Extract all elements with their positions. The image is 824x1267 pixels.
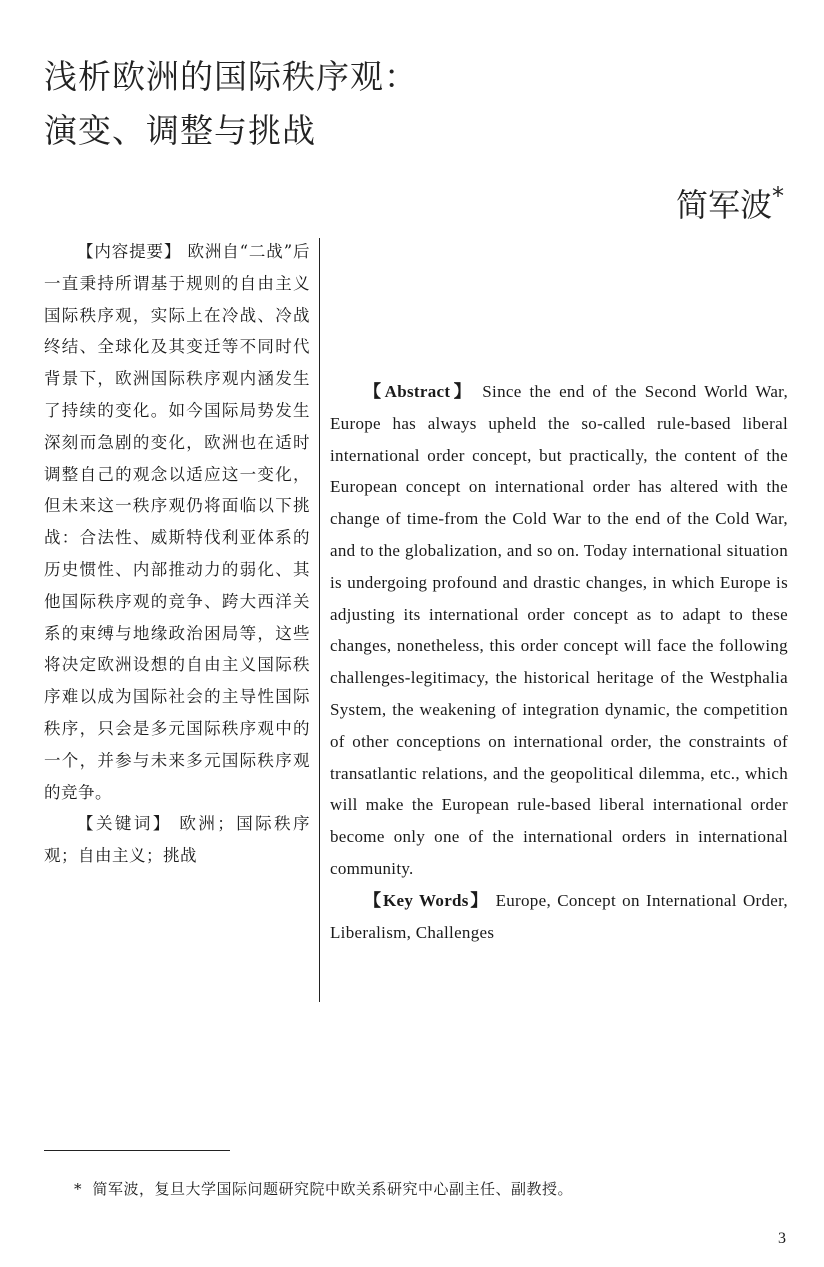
chinese-keywords [44, 808, 310, 872]
page-title [44, 50, 418, 158]
author-name: 简军波 [675, 186, 772, 224]
english-abstract [330, 376, 788, 885]
chinese-abstract-label: 【内容提要】 [77, 242, 182, 261]
chinese-keywords-label: 【关键词】 [77, 814, 172, 834]
page-number: 3 [778, 1230, 786, 1247]
english-keywords [330, 885, 788, 949]
chinese-abstract-column [44, 236, 310, 872]
english-abstract-label: 【Abstract】 [364, 382, 475, 401]
english-keywords-text: Europe, Concept on International Order, Liberalism, Challenges [330, 890, 788, 942]
footnote-text: 简军波，复旦大学国际问题研究院中欧关系研究中心副主任、副教授。 [92, 1180, 574, 1198]
author [676, 180, 784, 226]
english-keywords-label: 【Key Words】 [364, 890, 490, 910]
footnote-mark: * [74, 1180, 82, 1198]
english-abstract-text: Since the end of the Second World War, Europe has always upheld the so-called rule-based liberal international order concept, but practically, the content of the European concept on international order has altered with the change of time-from the Cold War to the end of the Cold War, and to the globalization, and so on. Today international situation is undergoing profound and drastic changes, in which Europe is adjusting its international order concept as to adapt to these changes, nonetheless, this order concept will face the following challenges-legitimacy, the historical heritage of the Westphalia System, the weakening of integration dynamic, the competition of other conceptions on international order, the constraints of transatlantic relations, and the geopolitical dilemma, etc., which will make the European rule-based liberal international order become only one of the international orders in international community. [330, 382, 788, 878]
author-footnote-mark[interactable]: * [772, 182, 784, 210]
chinese-keywords-text: 欧洲；国际秩序观；自由主义；挑战 [44, 814, 310, 866]
title-line-2: 演变、调整与挑战 [44, 111, 316, 150]
chinese-abstract [44, 236, 310, 808]
column-divider [319, 238, 320, 1002]
english-abstract-column [330, 376, 788, 948]
footnote-rule [44, 1150, 230, 1151]
footnote [74, 1178, 573, 1199]
chinese-abstract-text: 欧洲自“二战”后一直秉持所谓基于规则的自由主义国际秩序观，实际上在冷战、冷战终结、全球化及其变迁等不同时代背景下，欧洲国际秩序观内涵发生了持续的变化。如今国际局势发生深刻而急剧的变化，欧洲也在适时调整自己的观念以适应这一变化，但未来这一秩序观仍将面临以下挑战：合法性、威斯特伐利亚体系的历史惯性、内部推动力的弱化、其他国际秩序观的竞争、跨大西洋关系的束缚与地缘政治困局等，这些将决定欧洲设想的自由主义国际秩序难以成为国际社会的主导性国际秩序，只会是多元国际秩序观中的一个，并参与未来多元国际秩序观的竞争。 [44, 242, 311, 802]
title-line-1: 浅析欧洲的国际秩序观： [44, 57, 418, 96]
